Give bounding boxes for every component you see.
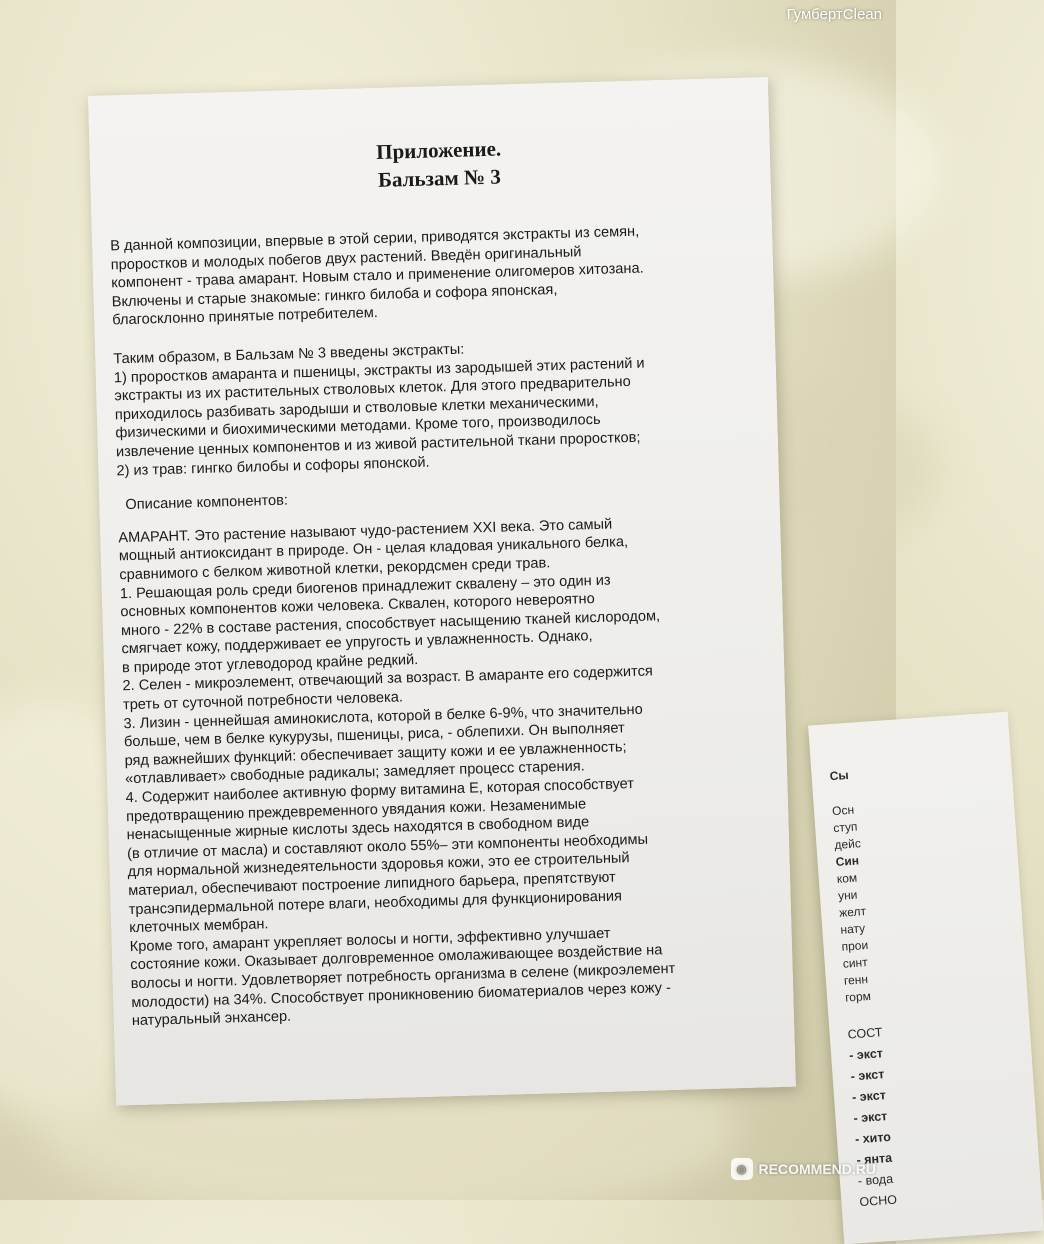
second-sheet-list-item: - хито	[854, 1129, 892, 1147]
second-sheet-list-heading: СОСТ	[847, 1025, 883, 1042]
second-sheet-line: ступ	[832, 819, 858, 836]
second-sheet-line: уни	[837, 887, 858, 903]
second-sheet-list-item: - экст	[848, 1046, 884, 1063]
second-sheet-line: Осн	[831, 802, 855, 819]
extracts-paragraph: Таким образом, в Бальзам № 3 введены экстракты: 1) проростков амаранта и пшеницы, экстракты из зародышей этих растений и экстракты из их растительных стволовых клеток. Для этого предварительно приходилось разбивать зародыши и стволовые клетки механическими, физическими и биохимическими методами. Кроме того, производилось извлечение ценных компонентов и из живой растительной ткани проростков; 2) из трав: гингко билобы и софоры японской.	[113, 341, 645, 479]
intro-paragraph: В данной композиции, впервые в этой серии, приводятся экстракты из семян, проростков и молодых побегов двух растений. Введён оригинальный компонент - трава амарант. Новым стало и применение олигомеров хитозана. Включены и старые знакомые: гинкго билоба и софора японская, благосклонно принятые потребителем.	[109, 223, 644, 329]
second-sheet-line: синт	[842, 955, 869, 971]
components-heading: Описание компонентов:	[125, 492, 289, 514]
second-sheet-line: нату	[839, 921, 866, 937]
second-sheet-footer: ОСНО	[858, 1192, 898, 1210]
site-watermark	[731, 1158, 876, 1180]
second-sheet-list-item: - экст	[851, 1088, 887, 1105]
instruction-sheet	[88, 77, 796, 1106]
second-sheet-line: ком	[836, 870, 858, 886]
recommend-logo-icon: ◉	[731, 1158, 753, 1180]
second-sheet-line: прои	[841, 937, 869, 954]
author-watermark: ГумбертClean	[786, 6, 882, 23]
sheet-title-line-1: Приложение.	[375, 136, 502, 164]
site-watermark-text: RECOMMEND.RU	[758, 1161, 876, 1177]
sheet-title-line-2: Бальзам № 3	[377, 164, 502, 192]
second-sheet-line: генн	[843, 972, 869, 988]
second-sheet-list-item: - экст	[853, 1109, 888, 1126]
second-sheet-bold-line: Син	[835, 853, 860, 870]
second-sheet-list-item: - янта	[856, 1150, 893, 1168]
second-sheet-list-item: - экст	[850, 1067, 885, 1084]
second-sheet-line: дейс	[834, 836, 862, 853]
amarant-description: АМАРАНТ. Это растение называют чудо-растением XXI века. Это самый мощный антиоксидант в природе. Он - целая кладовая уникального белка, сравнимого с белком животной клетки, рекордсмен среди трав. 1. Решающая роль среди биогенов принадлежит сквалену – это один из основных компонентов кожи человека. Сквален, которого невероятно много - 22% в составе растения, способствует насыщению тканей кислородом, смягчает кожу, поддерживает ее упругость и увлажненность. Однако, в природе этот углеводород крайне редкий. 2. Селен - микроэлемент, отвечающий за возраст. В амаранте его содержится треть от суточной потребности человека. 3. Лизин - ценнейшая аминокислота, которой в белке 6-9%, что значительно больше, чем в белке кукурузы, пшеницы, риса, - облепихи. Он выполняет ряд важнейших функций: обеспечивает защиту кожи и ее увлажненность; «отлавливает» свободные радикалы; замедляет процесс старения. 4. Содержит наиболее активную форму витамина Е, которая способствует предотвращению преждевременного увядания кожи. Незаменимые ненасыщенные жирные кислоты здесь находятся в свободном виде (в отличие от масла) и составляют около 55%– эти компоненты необходимы для нормальной жизнедеятельности здоровья кожи, это ее строительный материал, обеспечивают построение липидного барьера, препятствуют трансэпидермальной потере влаги, необходимы для функционирования клеточных мембран. Кроме того, амарант укрепляет волосы и ногти, эффективно улучшает состояние кожи. Оказывает долговременное омолаживающее воздействие на волосы и ногти. Удовлетворяет потребность организма в селене (микроэлемент молодости) на 34%. Способствует проникновению биоматериалов через кожу - натуральный энхансер.	[118, 516, 676, 1030]
second-sheet-line: желт	[838, 904, 867, 920]
second-sheet-heading: Сы	[829, 767, 850, 784]
second-sheet-list-item: - вода	[857, 1171, 894, 1189]
second-sheet-line: горм	[844, 988, 872, 1005]
